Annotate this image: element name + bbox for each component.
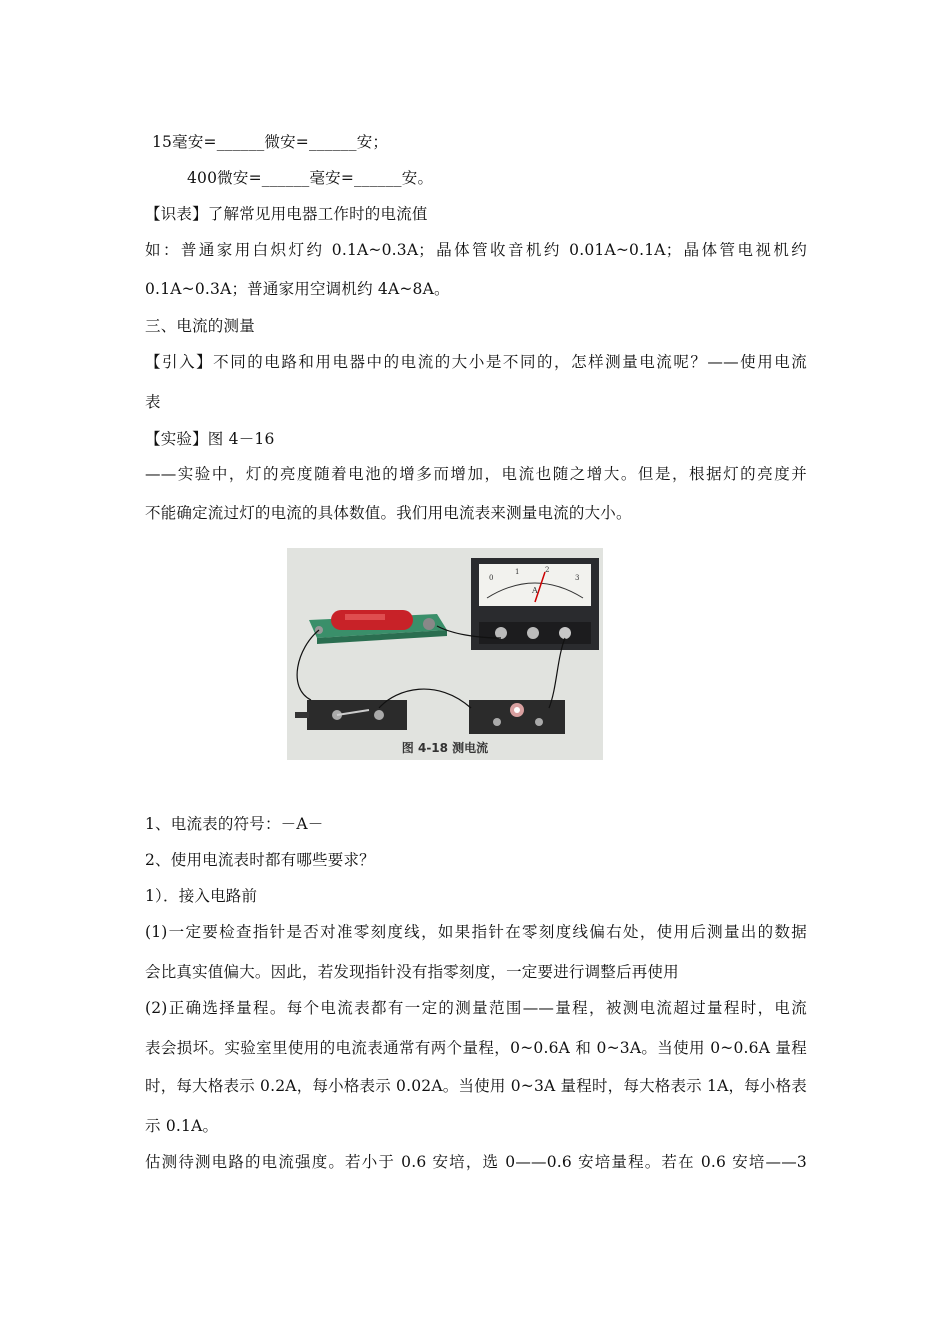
ammeter-device — [471, 558, 599, 650]
line-7: 【引入】不同的电路和用电器中的电流的大小是不同的，怎样测量电流呢？——使用电流 — [145, 353, 807, 371]
line-4: 如：普通家用白炽灯约 0.1A~0.3A；晶体管收音机约 0.01A~0.1A；晶体管电视机约 — [145, 241, 807, 259]
section-shibiao: 【识表】了解常见用电器工作时的电流值 — [145, 205, 428, 223]
switch-board — [295, 700, 407, 730]
line-10: ——实验中，灯的亮度随着电池的增多而增加，电流也随之增大。但是，根据灯的亮度并 — [145, 465, 807, 483]
line-2: 400微安=______毫安=______安。 — [187, 169, 434, 187]
section-shiyan: 【实验】图 4－16 — [145, 430, 275, 448]
line-21: 估测待测电路的电流强度。若小于 0.6 安培，选 0——0.6 安培量程。若在 0.6 安培——3 — [145, 1153, 807, 1171]
line-8: 表 — [145, 393, 161, 411]
meter-tick-3: 3 — [575, 574, 580, 582]
section-heading-3: 三、电流的测量 — [145, 317, 255, 335]
figure-ammeter-photo — [287, 548, 603, 760]
line-15: (1)一定要检查指针是否对准零刻度线，如果指针在零刻度线偏右处，使用后测量出的数据 — [145, 923, 807, 941]
meter-tick-2: 2 — [545, 566, 550, 574]
meter-tick-1: 1 — [515, 568, 520, 576]
step-before-connect: 1）．接入电路前 — [145, 887, 258, 905]
line-17: (2)正确选择量程。每个电流表都有一定的测量范围——量程，被测电流超过量程时，电流 — [145, 999, 807, 1017]
ammeter-symbol-line: 1、电流表的符号：－A－ — [145, 815, 324, 833]
meter-tick-0: 0 — [489, 574, 494, 582]
line-16: 会比真实值偏大。因此，若发现指针没有指零刻度，一定要进行调整后再使用 — [145, 963, 679, 981]
line-20: 示 0.1A。 — [145, 1117, 219, 1135]
line-1: 15毫安=______微安=______安； — [152, 133, 389, 151]
requirements-question: 2、使用电流表时都有哪些要求？ — [145, 851, 375, 869]
line-11: 不能确定流过灯的电流的具体数值。我们用电流表来测量电流的大小。 — [145, 504, 632, 522]
line-18: 表会损坏。实验室里使用的电流表通常有两个量程，0~0.6A 和 0~3A。当使用 0~0.6A 量程 — [145, 1039, 807, 1057]
meter-unit-label: A — [532, 586, 538, 595]
figure-caption: 图 4-18 测电流 — [401, 741, 489, 755]
line-19: 时，每大格表示 0.2A，每小格表示 0.02A。当使用 0~3A 量程时，每大格表示 1A，每小格表 — [145, 1077, 807, 1095]
line-5: 0.1A~0.3A；普通家用空调机约 4A~8A。 — [145, 280, 450, 298]
